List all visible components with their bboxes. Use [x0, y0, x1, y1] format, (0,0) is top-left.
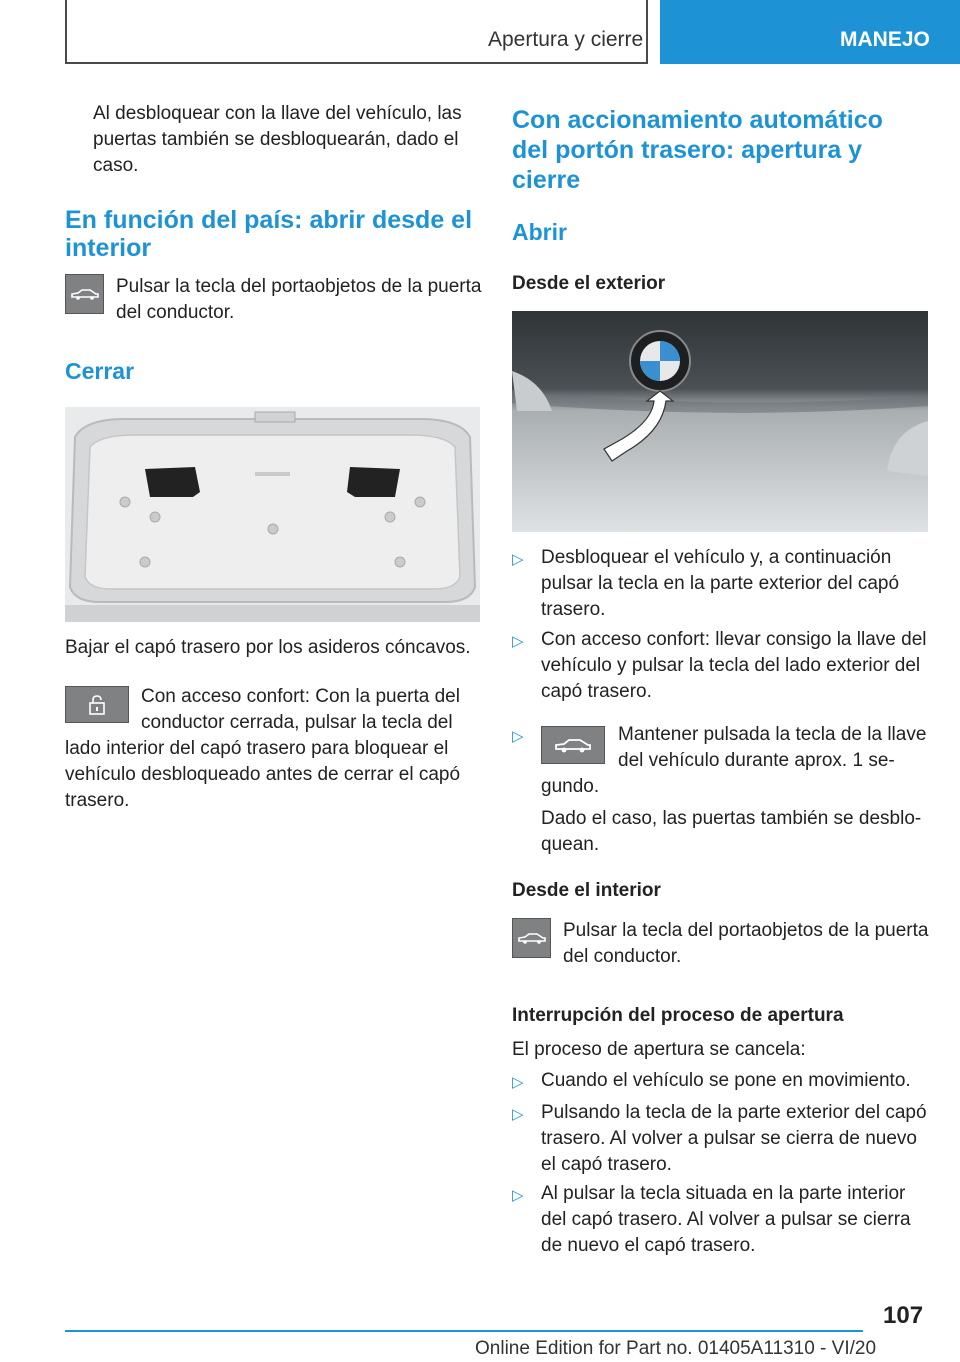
footer-divider	[65, 1330, 863, 1332]
bullet-marker: ▷	[512, 728, 524, 745]
bullet1-line-3: trasero.	[541, 599, 606, 620]
key-bullet-line-1: Mantener pulsada la tecla de la llave	[618, 724, 927, 745]
key-note-line-1: Dado el caso, las puertas también se desblo-	[541, 808, 922, 829]
open-heading: Abrir	[512, 219, 567, 245]
interrupt-heading: Interrupción del proceso de apertura	[512, 1005, 844, 1026]
bullet5-line-2: del capó trasero. Al volver a pulsar se cierra	[541, 1209, 911, 1230]
bullet2-line-3: capó trasero.	[541, 681, 652, 702]
inside-heading: Desde el interior	[512, 880, 661, 901]
interrupt-text: El proceso de apertura se cancela:	[512, 1039, 806, 1060]
bullet3-line-1: Cuando el vehículo se pone en movimiento.	[541, 1070, 911, 1091]
intro-line-3: caso.	[93, 155, 139, 176]
header-chapter-label: MANEJO	[840, 28, 930, 51]
bullet5-line-1: Al pulsar la tecla situada en la parte interior	[541, 1183, 906, 1204]
bullet2-line-2: vehículo y pulsar la tecla del lado exterior del	[541, 655, 921, 676]
comfort-text-line-4: vehículo desbloqueado antes de cerrar el capó	[65, 764, 461, 785]
main-heading-line-3: cierre	[512, 166, 581, 194]
comfort-text-line-2: conductor cerrada, pulsar la tecla del	[141, 712, 453, 733]
comfort-text-line-5: trasero.	[65, 790, 130, 811]
inside-text-line-2: del conductor.	[563, 946, 682, 967]
bullet-marker: ▷	[512, 1187, 524, 1204]
country-heading-line-1: En función del país: abrir desde el	[65, 206, 473, 234]
bullet4-line-3: el capó trasero.	[541, 1154, 672, 1175]
key-bullet-line-3: gundo.	[541, 776, 600, 797]
country-text-line-2: del conductor.	[116, 302, 235, 323]
main-heading-line-2: del portón trasero: apertura y	[512, 136, 863, 164]
bullet-marker: ▷	[512, 1074, 524, 1091]
intro-line-2: puertas también se desbloquearán, dado el	[93, 129, 459, 150]
bullet2-line-1: Con acceso confort: llevar consigo la llave del	[541, 629, 927, 650]
intro-line-1: Al desbloquear con la llave del vehículo, las	[93, 103, 462, 124]
country-heading-line-2: interior	[65, 234, 152, 262]
bullet1-line-1: Desbloquear el vehículo y, a continuación	[541, 547, 892, 568]
country-text-line-1: Pulsar la tecla del portaobjetos de la puerta	[116, 276, 482, 297]
bullet-marker: ▷	[512, 1106, 524, 1123]
comfort-text-line-3: lado interior del capó trasero para bloquear el	[65, 738, 449, 759]
car-trunk-icon	[512, 918, 551, 958]
bullet5-line-3: de nuevo el capó trasero.	[541, 1235, 756, 1256]
car-trunk-icon	[541, 726, 605, 764]
header-chapter-tab[interactable]	[660, 0, 960, 64]
bmw-logo-icon	[630, 331, 690, 391]
close-text: Bajar el capó trasero por los asideros cóncavos.	[65, 637, 471, 658]
inside-text-line-1: Pulsar la tecla del portaobjetos de la puerta	[563, 920, 929, 941]
outside-heading: Desde el exterior	[512, 273, 666, 294]
bullet-marker: ▷	[512, 551, 524, 568]
lock-icon	[65, 686, 129, 723]
bullet-marker: ▷	[512, 633, 524, 650]
close-heading: Cerrar	[65, 358, 135, 384]
bullet4-line-2: trasero. Al volver a pulsar se cierra de nuevo	[541, 1128, 917, 1149]
page-number: 107	[883, 1302, 924, 1329]
main-heading-line-1: Con accionamiento automático	[512, 106, 883, 134]
bullet4-line-1: Pulsando la tecla de la parte exterior del capó	[541, 1102, 927, 1123]
tailgate-exterior-image	[512, 311, 928, 532]
comfort-text-line-1: Con acceso confort: Con la puerta del	[141, 686, 460, 707]
footer-edition: Online Edition for Part no. 01405A11310 - VI/20	[475, 1338, 877, 1359]
header-section-title: Apertura y cierre	[488, 28, 644, 51]
key-bullet-line-2: del vehículo durante aprox. 1 se-	[618, 750, 895, 771]
trunk-interior-image	[65, 407, 480, 622]
bullet1-line-2: pulsar la tecla en la parte exterior del capó	[541, 573, 900, 594]
car-trunk-icon	[65, 274, 104, 314]
key-note-line-2: quean.	[541, 834, 600, 855]
